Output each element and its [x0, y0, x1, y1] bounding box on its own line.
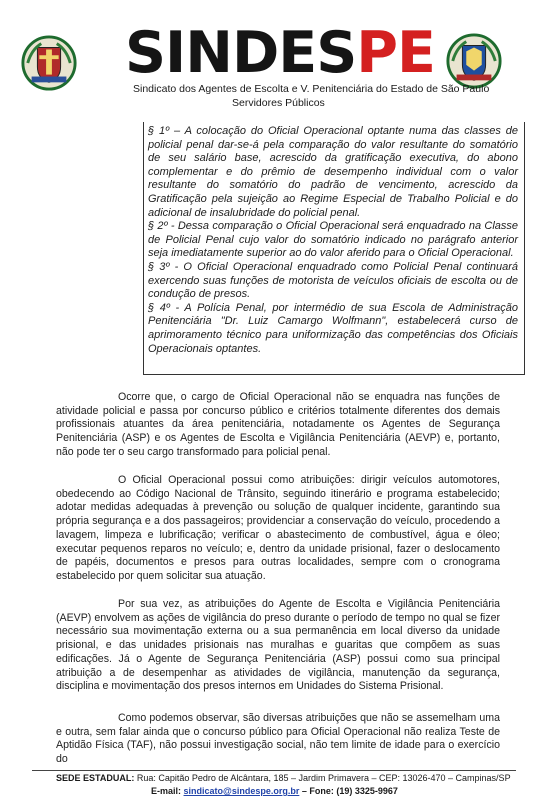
paragraph-text: Por sua vez, as atribuições do Agente de Escolta e Vigilância Penitenciária (AEVP) envolvem as ações de vigilância do preso durante o período de tempo no qual se fizer necessário sua movimentação externa ou a sua permanência em local diverso da unidade prisional, e das unidades prisionais nas muralhas e guaritas que compõem as suas edificações. Já o Agente de Segurança Penitenciária (ASP) possui como sua principal atribuição a de desempenhar as atividades de vigilância, manutenção da segurança, disciplina e movimentação dos presos internos em Unidades do Sistema Prisional. — [56, 598, 500, 693]
logo-wordmark: SINDESPE — [125, 20, 435, 86]
letterhead — [0, 0, 548, 112]
paragraph-text: Como podemos observar, são diversas atribuições que não se assemelham uma e outra, sem falar ainda que o concurso público para Oficial Operacional não realiza Teste de Aptidão Física (TAF), não possui investigação social, não tem limite de idade para o exercício do — [56, 712, 500, 766]
union-tagline: Servidores Públicos — [232, 97, 325, 109]
quote-paragraph-4: § 4º - A Polícia Penal, por intermédio de sua Escola de Administração Penitenciária "Dr. Luiz Camargo Wolfmann", estabelecerá curso de aprimoramento técnico para uniformização das competências dos Oficiais Operacionais optantes. — [148, 301, 518, 355]
coat-of-arms-icon — [20, 34, 78, 92]
quoted-law-excerpt — [143, 122, 525, 375]
footer-address: SEDE ESTADUAL: Rua: Capitão Pedro de Alcântara, 185 – Jardim Primavera – CEP: 13026-470 – Campinas/SP — [56, 773, 511, 783]
body-paragraph-3 — [56, 598, 500, 694]
email-link[interactable]: sindicato@sindespe.org.br — [183, 786, 300, 796]
footer-contact: E-mail: sindicato@sindespe.org.br – Fone: (19) 3325-9967 — [151, 786, 398, 796]
quote-paragraph-3: § 3º - O Oficial Operacional enquadrado como Policial Penal continuará exercendo suas funções de motorista de veículos oficiais de escolta ou de condução de presos. — [148, 260, 518, 301]
body-paragraph-2 — [56, 474, 500, 584]
paragraph-text: Ocorre que, o cargo de Oficial Operacional não se enquadra nas funções de atividade policial e passa por concurso público e critérios totalmente diferentes dos demais profissionais atuantes da área penitenciária, notadamente os Agentes de Segurança Penitenciária (ASP) e os Agentes de Escolta e Vigilância Penitenciária (AEVP) e, portanto, não pode ter o seu cargo transformado para policial penal. — [56, 391, 500, 458]
coat-of-arms-icon — [445, 32, 503, 90]
quote-paragraph-1: § 1º – A colocação do Oficial Operacional optante numa das classes de policial penal dar-se-á pela comparação do valor resultante do somatório de seu salário base, acrescido da gratificação executiva, do abono complementar e do prêmio de desempenho individual com o valor resultante do somatório do padrão de vencimento, acrescido da Gratificação pela sujeição ao Regime Especial de Trabalho Policial e do adicional de insalubridade do policial penal. — [148, 125, 518, 219]
body-paragraph-4 — [56, 712, 500, 767]
union-name: Sindicato dos Agentes de Escolta e V. Penitenciária do Estado de São Paulo — [133, 83, 490, 95]
body-paragraph-1 — [56, 391, 500, 460]
footer-divider — [32, 770, 516, 771]
quote-paragraph-2: § 2º - Dessa comparação o Oficial Operacional será enquadrado na Classe de Policial Penal cujo valor do somatório indicado no parágrafo anterior seja imediatamente superior ao do valor aferido para o Oficial Operacional. — [148, 220, 518, 260]
paragraph-text: O Oficial Operacional possui como atribuições: dirigir veículos automotores, obedecendo ao Código Nacional de Trânsito, seguindo itinerário e programa estabelecido; adotar medidas adequadas à prevenção ou solução de qualquer incidente, garantindo sua própria segurança e a dos passageiros; providenciar a conservação do veículo, procedendo a lavagem, limpeza e lubrificação; verificar o abastecimento de combustível, água e óleo; executar pequenos reparos no veículo; e, dentro da unidade prisional, fazer o deslocamento de papéis, documentos e presos para outras localidades, sempre com o cronograma estabelecido por quem solicitar sua atuação. — [56, 474, 500, 582]
